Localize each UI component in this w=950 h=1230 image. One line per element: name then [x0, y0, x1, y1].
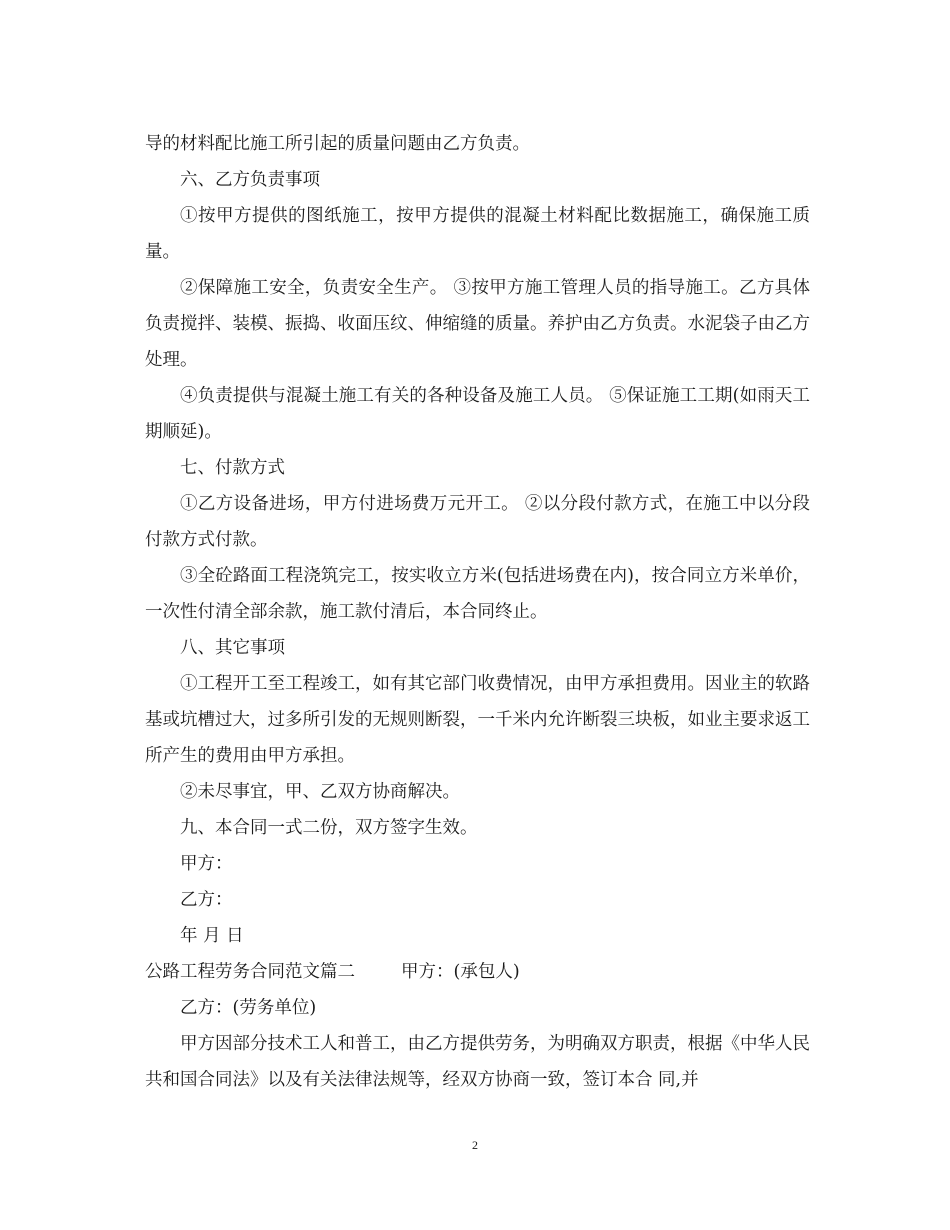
section-title: 公路工程劳务合同范文篇二 [145, 962, 355, 982]
paragraph: ②未尽事宜，甲、乙双方协商解决。 [180, 782, 460, 802]
paragraph: ①乙方设备进场，甲方付进场费万元开工。 ②以分段付款方式，在施工中以分段付款方式付款。 [145, 494, 810, 550]
section-heading-six: 六、乙方负责事项 [180, 170, 320, 190]
paragraph: ②保障施工安全，负责安全生产。 ③按甲方施工管理人员的指导施工。乙方具体负责搅拌、装模、振捣、收面压纹、伸缩缝的质量。养护由乙方负责。水泥袋子由乙方处理。 [145, 278, 810, 370]
paragraph: 导的材料配比施工所引起的质量问题由乙方负责。 [145, 134, 530, 154]
paragraph: ①按甲方提供的图纸施工，按甲方提供的混凝土材料配比数据施工，确保施工质量。 [145, 206, 810, 262]
section-heading-seven: 七、付款方式 [180, 458, 285, 478]
signature-party-b: 乙方： [180, 890, 233, 910]
document-body [145, 126, 810, 1098]
page-number: 2 [472, 1138, 478, 1152]
section-title-line [145, 954, 810, 990]
section-heading-eight: 八、其它事项 [180, 638, 285, 658]
party-a-label: 甲方：(承包人) [401, 962, 520, 982]
paragraph: ③全砼路面工程浇筑完工，按实收立方米(包括进场费在内)，按合同立方米单价，一次性付清全部余款，施工款付清后，本合同终止。 [145, 566, 810, 622]
paragraph: ④负责提供与混凝土施工有关的各种设备及施工人员。 ⑤保证施工工期(如雨天工期顺延)。 [145, 386, 810, 442]
signature-party-a: 甲方： [180, 854, 233, 874]
party-b-label: 乙方：(劳务单位) [180, 998, 317, 1018]
section-heading-nine: 九、本合同一式二份，双方签字生效。 [180, 818, 478, 838]
paragraph: ①工程开工至工程竣工，如有其它部门收费情况，由甲方承担费用。因业主的软路基或坑槽过大，过多所引发的无规则断裂，一千米内允许断裂三块板，如业主要求返工所产生的费用由甲方承担。 [145, 674, 810, 766]
closing-paragraph: 甲方因部分技术工人和普工，由乙方提供劳务，为明确双方职责，根据《中华人民共和国合同法》以及有关法律法规等，经双方协商一致，签订本合 同,并 [145, 1034, 810, 1090]
signature-date: 年 月 日 [180, 926, 244, 946]
